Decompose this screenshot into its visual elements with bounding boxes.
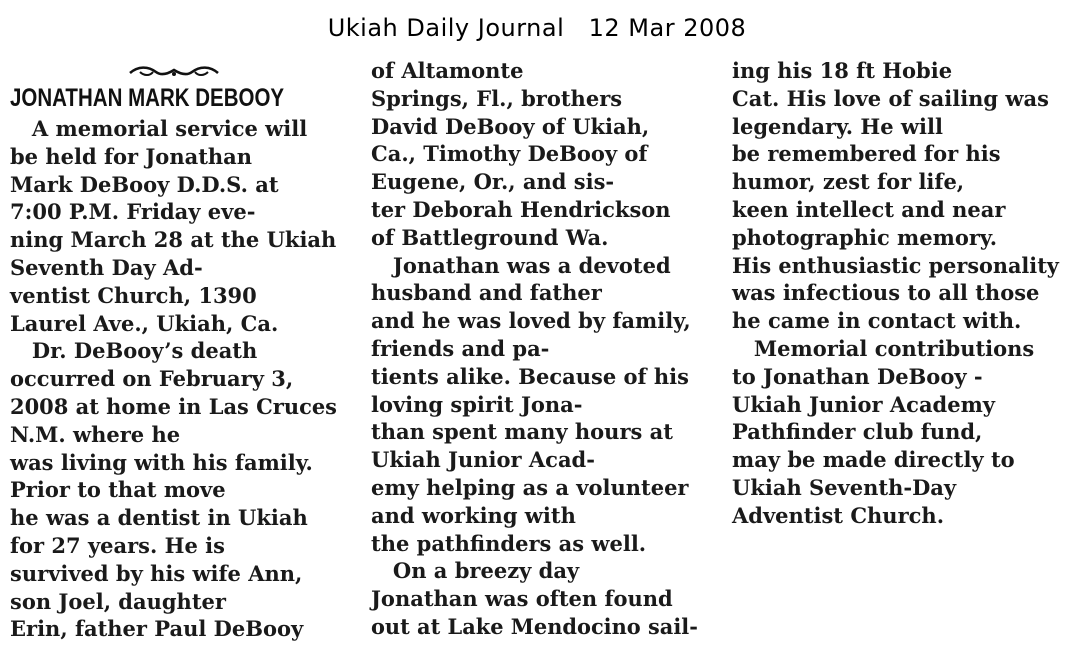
article-line: Dr. DeBooy’s death [10, 338, 258, 364]
article-line: ter Deborah Hendrickson [371, 196, 671, 222]
article-line: keen intellect and near [732, 196, 1006, 222]
article-line: Ukiah Seventh-Day [732, 474, 957, 500]
article-line: husband and father [371, 280, 602, 306]
article-line: Ukiah Junior Academy [732, 391, 996, 417]
article-line: ning March 28 at the Ukiah [10, 227, 337, 253]
article-line: loving spirit Jona- [371, 391, 583, 417]
article-line: was infectious to all those [732, 280, 1040, 306]
article-line: His enthusiastic personality [732, 252, 1059, 278]
article-line: friends and pa- [371, 335, 550, 361]
article-line: 2008 at home in Las Cruces [10, 393, 337, 419]
article-line: 7:00 P.M. Friday eve- [10, 199, 256, 225]
article-line: Seventh Day Ad- [10, 254, 203, 280]
article-line: the pathfinders as well. [371, 530, 647, 556]
article-line: to Jonathan DeBooy - [732, 363, 983, 389]
article-line: Prior to that move [10, 477, 226, 503]
article-line: and he was loved by family, [371, 308, 691, 334]
article-column-2 [371, 57, 700, 641]
article-line: out at Lake Mendocino sail- [371, 613, 698, 639]
article-line: Ukiah Junior Acad- [371, 447, 595, 473]
article-column-1 [10, 115, 338, 643]
article-line: David DeBooy of Ukiah, [371, 113, 650, 139]
article-line: be remembered for his [732, 141, 1001, 167]
article-line: Springs, Fl., brothers [371, 85, 623, 111]
article-line: was living with his family. [10, 449, 313, 475]
article-line: Cat. His love of sailing was [732, 85, 1049, 111]
article-line: legendary. He will [732, 113, 943, 139]
article-column-3 [732, 57, 1063, 530]
article-line: he was a dentist in Ukiah [10, 505, 308, 531]
article-line: A memorial service will [10, 116, 308, 141]
article-line: of Battleground Wa. [371, 224, 609, 250]
article-line: survived by his wife Ann, [10, 560, 303, 586]
article-line: photographic memory. [732, 224, 998, 250]
article-line: Mark DeBooy D.D.S. at [10, 171, 279, 197]
article-line: Pathfinder club fund, [732, 419, 983, 445]
article-line: may be made directly to [732, 447, 1015, 473]
article-line: Erin, father Paul DeBooy [10, 616, 304, 642]
article-line: be held for Jonathan [10, 143, 253, 169]
article-line: N.M. where he [10, 421, 181, 447]
newspaper-header: Ukiah Daily Journal 12 Mar 2008 [327, 14, 747, 42]
article-line: On a breezy day [371, 558, 580, 584]
article-line: ventist Church, 1390 [10, 282, 257, 308]
ornament-divider [126, 64, 222, 80]
article-line: for 27 years. He is [10, 532, 225, 558]
article-line: Jonathan was a devoted [371, 252, 671, 278]
article-line: he came in contact with. [732, 308, 1022, 334]
article-line: tients alike. Because of his [371, 363, 689, 389]
article-line: than spent many hours at [371, 419, 673, 445]
article-line: Memorial contributions [732, 335, 1035, 361]
article-line: Eugene, Or., and sis- [371, 169, 615, 195]
article-line: emy helping as a volunteer [371, 474, 689, 500]
article-line: occurred on February 3, [10, 366, 294, 392]
article-line: son Joel, daughter [10, 588, 226, 614]
article-line: Jonathan was often found [371, 586, 673, 612]
article-line: Laurel Ave., Ukiah, Ca. [10, 310, 279, 336]
article-line: ing his 18 ft Hobie [732, 58, 953, 83]
article-line: and working with [371, 502, 576, 528]
article-line: Ca., Timothy DeBooy of [371, 141, 648, 167]
article-line: humor, zest for life, [732, 169, 965, 195]
article-line: of Altamonte [371, 58, 524, 83]
article-line: Adventist Church. [732, 502, 944, 528]
obituary-headline: JONATHAN MARK DEBOOY [10, 84, 285, 112]
